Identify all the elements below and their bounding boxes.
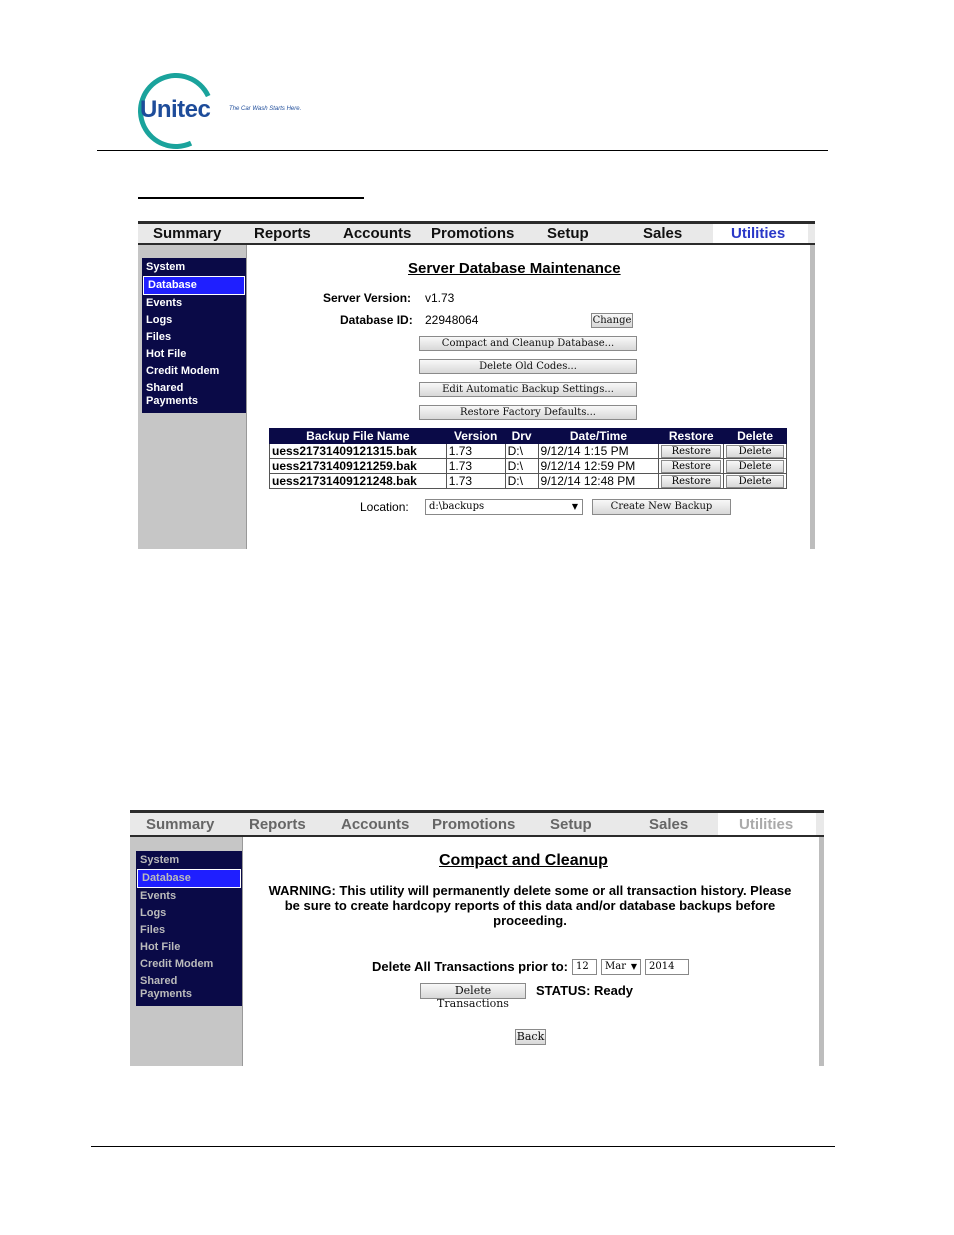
backup-datetime: 9/12/14 12:48 PM — [538, 474, 659, 489]
sidebar-item-database[interactable]: Database — [143, 276, 245, 295]
delete-old-codes-button[interactable]: Delete Old Codes... — [419, 359, 637, 374]
sidebar-item-database[interactable]: Database — [137, 869, 241, 888]
tab-summary[interactable]: Summary — [153, 225, 222, 242]
table-row — [270, 444, 787, 459]
backup-drive: D:\ — [505, 459, 538, 474]
tab-setup[interactable]: Setup — [547, 225, 589, 242]
brand-tagline: The Car Wash Starts Here. — [229, 106, 302, 112]
delete-transactions-button[interactable]: Delete Transactions — [420, 983, 526, 999]
backup-drive: D:\ — [505, 444, 538, 459]
sidebar-item-logs[interactable]: Logs — [140, 907, 167, 919]
restore-button[interactable]: Restore — [661, 460, 721, 473]
backup-version: 1.73 — [446, 474, 505, 489]
tab-setup[interactable]: Setup — [550, 816, 592, 833]
sidebar-item-credit-modem[interactable]: Credit Modem — [146, 365, 220, 377]
window-edge — [819, 837, 824, 1066]
col-header-file: Backup File Name — [270, 429, 447, 444]
sidebar-item-events[interactable]: Events — [146, 297, 183, 309]
tab-bar — [138, 221, 815, 245]
page-title: Compact and Cleanup — [439, 852, 608, 869]
dropdown-arrow-icon: ▼ — [630, 962, 637, 971]
back-button[interactable]: Back — [516, 1030, 545, 1043]
edit-backup-settings-button[interactable]: Edit Automatic Backup Settings... — [419, 382, 637, 397]
tab-sales[interactable]: Sales — [649, 816, 689, 833]
tab-utilities[interactable]: Utilities — [739, 816, 794, 833]
sidebar-item-files[interactable]: Files — [146, 331, 172, 343]
delete-cell — [724, 474, 787, 489]
sidebar-menu — [136, 851, 242, 1006]
delete-button[interactable]: Delete — [726, 460, 784, 473]
section-heading-underline — [138, 197, 364, 199]
status-text: STATUS: Ready — [536, 983, 634, 998]
compact-cleanup-screen — [130, 810, 824, 1066]
sidebar-item-files[interactable]: Files — [140, 924, 166, 936]
sidebar-item-system[interactable]: System — [146, 261, 186, 273]
tab-promotions[interactable]: Promotions — [431, 225, 515, 242]
backup-datetime: 9/12/14 1:15 PM — [538, 444, 659, 459]
restore-button[interactable]: Restore — [661, 475, 721, 488]
location-label: Location: — [360, 500, 409, 514]
location-select[interactable] — [425, 499, 583, 515]
database-id-value: 22948064 — [425, 313, 479, 327]
location-select-value: d:\backups — [429, 501, 485, 512]
sidebar-item-shared-payments[interactable]: Shared Payments — [140, 975, 192, 1000]
month-select[interactable] — [601, 959, 641, 975]
backup-version: 1.73 — [446, 459, 505, 474]
delete-cell — [724, 444, 787, 459]
change-button[interactable]: Change — [592, 315, 632, 326]
database-id-label: Database ID: — [340, 313, 413, 327]
compact-cleanup-button[interactable]: Compact and Cleanup Database... — [419, 336, 637, 351]
delete-button[interactable]: Delete — [726, 445, 784, 458]
col-header-delete: Delete — [724, 429, 787, 444]
sidebar-item-system[interactable]: System — [140, 854, 180, 866]
tab-reports[interactable]: Reports — [254, 225, 311, 242]
tab-bar — [130, 810, 824, 837]
brand-logo: Unitec — [140, 96, 211, 123]
tab-summary[interactable]: Summary — [146, 816, 215, 833]
sidebar-item-shared-payments[interactable]: Shared Payments — [146, 382, 198, 407]
backup-datetime: 9/12/14 12:59 PM — [538, 459, 659, 474]
sidebar-item-hot-file[interactable]: Hot File — [146, 348, 187, 360]
day-input[interactable]: 12 — [572, 959, 597, 975]
backup-file-name: uess21731409121315.bak — [270, 444, 447, 459]
tab-reports[interactable]: Reports — [249, 816, 306, 833]
database-maintenance-screen — [138, 221, 815, 549]
tab-promotions[interactable]: Promotions — [432, 816, 516, 833]
sidebar-item-hot-file[interactable]: Hot File — [140, 941, 181, 953]
sidebar-item-events[interactable]: Events — [140, 890, 177, 902]
create-new-backup-button[interactable]: Create New Backup — [592, 499, 731, 515]
footer-rule — [91, 1146, 835, 1147]
header-rule — [97, 150, 828, 151]
backup-file-name: uess21731409121248.bak — [270, 474, 447, 489]
delete-cell — [724, 459, 787, 474]
restore-cell — [659, 459, 724, 474]
backup-version: 1.73 — [446, 444, 505, 459]
col-header-version: Version — [446, 429, 505, 444]
sidebar-menu — [142, 258, 246, 413]
col-header-restore: Restore — [659, 429, 724, 444]
table-row — [270, 459, 787, 474]
delete-prior-label: Delete All Transactions prior to: — [372, 959, 569, 974]
warning-text: WARNING: This utility will permanently delete some or all transaction history. Please be sure to create hardcopy reports of this data and/or database backups before proceeding. — [268, 883, 792, 928]
server-version-value: v1.73 — [425, 291, 455, 305]
server-version-label: Server Version: — [323, 291, 412, 305]
restore-cell — [659, 444, 724, 459]
tab-sales[interactable]: Sales — [643, 225, 683, 242]
restore-cell — [659, 474, 724, 489]
tab-utilities[interactable]: Utilities — [731, 225, 786, 242]
restore-factory-defaults-button[interactable]: Restore Factory Defaults... — [419, 405, 637, 420]
sidebar-item-credit-modem[interactable]: Credit Modem — [140, 958, 214, 970]
year-input[interactable]: 2014 — [645, 959, 689, 975]
delete-button[interactable]: Delete — [726, 475, 784, 488]
month-select-value: Mar — [605, 961, 626, 972]
tab-accounts[interactable]: Accounts — [341, 816, 410, 833]
col-header-datetime: Date/Time — [538, 429, 659, 444]
col-header-drive: Drv — [505, 429, 538, 444]
backup-drive: D:\ — [505, 474, 538, 489]
backups-table — [269, 428, 787, 489]
dropdown-arrow-icon: ▼ — [571, 502, 578, 511]
sidebar-item-logs[interactable]: Logs — [146, 314, 173, 326]
restore-button[interactable]: Restore — [661, 445, 721, 458]
tab-accounts[interactable]: Accounts — [343, 225, 412, 242]
page-title: Server Database Maintenance — [408, 260, 621, 277]
table-header-row — [270, 429, 787, 444]
backup-file-name: uess21731409121259.bak — [270, 459, 447, 474]
window-edge — [810, 245, 815, 549]
table-row — [270, 474, 787, 489]
